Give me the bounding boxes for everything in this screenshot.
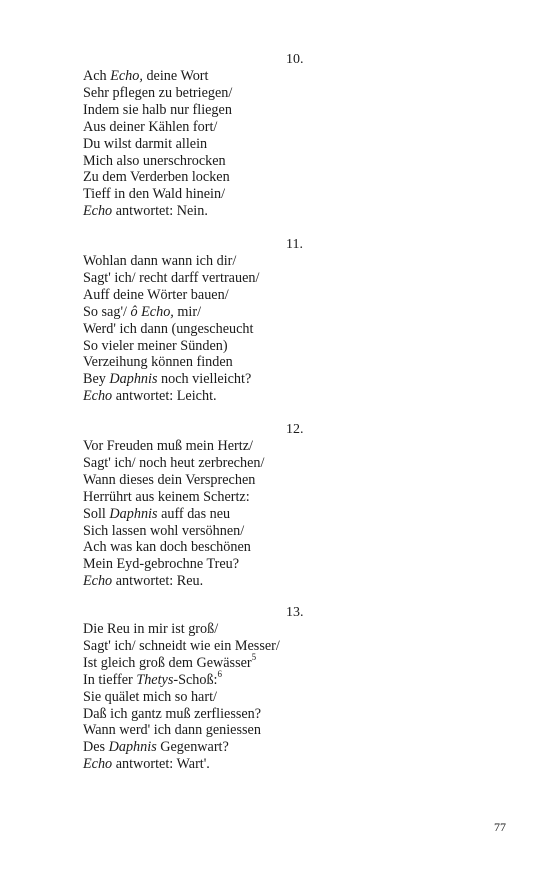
line-text: Bey <box>83 371 110 388</box>
poem-line <box>83 472 264 489</box>
poem-line <box>83 706 280 723</box>
italic-text: Echo <box>83 756 113 773</box>
poem-line <box>83 270 259 287</box>
italic-text: Daphnis <box>109 505 158 522</box>
line-text: Soll <box>83 505 110 522</box>
italic-text: Thetys <box>136 671 174 688</box>
poem-line <box>83 438 264 455</box>
line-text: Aus deiner Kählen fort/ <box>83 118 218 135</box>
line-text: Gegenwart? <box>156 739 229 756</box>
line-text: Sich lassen wohl versöhnen/ <box>83 522 245 539</box>
line-text: Die Reu in mir ist groß/ <box>83 621 219 637</box>
line-text: Vor Freuden muß mein Hertz/ <box>83 438 253 454</box>
poem-line <box>83 136 232 153</box>
poem-line <box>83 489 264 506</box>
line-text: Herrührt aus keinem Schertz: <box>83 488 250 505</box>
italic-text: Echo <box>83 388 113 405</box>
poem-line <box>83 722 280 739</box>
poem-line <box>83 85 232 102</box>
poem-line <box>83 153 232 170</box>
line-text: Wann werd' ich dann geniessen <box>83 722 261 739</box>
line-text: Mein Eyd-gebrochne Treu? <box>83 556 240 573</box>
poem-line <box>83 668 280 689</box>
line-text: antwortet: Reu. <box>112 573 204 590</box>
poem-line <box>83 354 259 371</box>
line-text: Du wilst darmit allein <box>83 135 208 152</box>
poem-line <box>83 338 259 355</box>
poem-line <box>83 556 264 573</box>
line-text: auff das neu <box>157 505 231 522</box>
footnote-marker: 6 <box>217 668 222 679</box>
stanza-number: 10. <box>286 52 304 67</box>
page-number: 77 <box>494 820 506 834</box>
line-text: antwortet: Wart'. <box>112 756 210 773</box>
stanza-number: 12. <box>286 422 304 437</box>
poem-line <box>83 652 280 672</box>
line-text: antwortet: Leicht. <box>112 388 217 405</box>
italic-text: ô Echo, <box>130 303 174 320</box>
line-text: Sehr pflegen zu betriegen/ <box>83 84 233 101</box>
line-text: Indem sie halb nur fliegen <box>83 101 232 118</box>
line-text: Sagt' ich/ schneidt wie ein Messer/ <box>83 637 280 654</box>
poem-line <box>83 756 280 773</box>
line-text: noch vielleicht? <box>157 371 252 388</box>
line-text: Sagt' ich/ noch heut zerbrechen/ <box>83 454 265 471</box>
poem-line <box>83 304 259 321</box>
stanza-number: 11. <box>286 237 303 252</box>
line-text: In tieffer <box>83 671 137 688</box>
line-text: Wohlan dann wann ich dir/ <box>83 253 237 269</box>
line-text: Des <box>83 739 109 756</box>
poem-line <box>83 321 259 338</box>
line-text: mir/ <box>173 303 202 320</box>
stanza-lines <box>83 621 280 773</box>
line-text: -Schoß: <box>173 671 218 688</box>
poem-line <box>83 523 264 540</box>
line-text: Werd' ich dann (ungescheucht <box>83 320 254 337</box>
poem-line <box>83 287 259 304</box>
poem-line <box>83 388 259 405</box>
poem-line <box>83 638 280 655</box>
line-text: Mich also unerschrocken <box>83 152 226 169</box>
poem-line <box>83 253 259 270</box>
line-text: So sag'/ <box>83 303 131 320</box>
poem-line <box>83 573 264 590</box>
line-text: Auff deine Wörter bauen/ <box>83 286 229 303</box>
poem-line <box>83 371 259 388</box>
line-text: antwortet: Nein. <box>112 203 208 220</box>
stanza-number: 13. <box>286 605 304 620</box>
line-text: Ach was kan doch beschönen <box>83 539 251 556</box>
stanza-lines <box>83 68 232 220</box>
line-text: deine Wort <box>142 68 209 84</box>
line-text: Sagt' ich/ recht darff vertrauen/ <box>83 269 260 286</box>
footnote-marker: 5 <box>251 652 257 663</box>
poem-line <box>83 102 232 119</box>
line-text: Wann dieses dein Versprechen <box>83 471 256 488</box>
stanza-lines <box>83 253 259 405</box>
poem-line <box>83 119 232 136</box>
italic-text: Daphnis <box>109 371 158 388</box>
poem-line <box>83 455 264 472</box>
line-text: Ist gleich groß dem Gewässer <box>83 654 252 671</box>
line-text: Verzeihung können finden <box>83 354 233 371</box>
line-text: Sie quälet mich so hart/ <box>83 688 217 705</box>
poem-line <box>83 68 232 85</box>
poem-line <box>83 169 232 186</box>
italic-text: Echo <box>83 573 113 590</box>
line-text: Daß ich gantz muß zerfliessen? <box>83 705 262 722</box>
line-text: So vieler meiner Sünden) <box>83 337 228 354</box>
poem-line <box>83 203 232 220</box>
italic-text: Echo, <box>110 68 143 84</box>
poem-line <box>83 506 264 523</box>
stanza-lines <box>83 438 264 590</box>
italic-text: Daphnis <box>108 739 157 756</box>
poem-line <box>83 689 280 706</box>
italic-text: Echo <box>83 203 113 220</box>
line-text: Ach <box>83 68 111 84</box>
line-text: Zu dem Verderben locken <box>83 169 230 186</box>
poem-line <box>83 186 232 203</box>
poem-line <box>83 621 280 638</box>
poem-line <box>83 739 280 756</box>
poem-line <box>83 539 264 556</box>
line-text: Tieff in den Wald hinein/ <box>83 186 226 203</box>
